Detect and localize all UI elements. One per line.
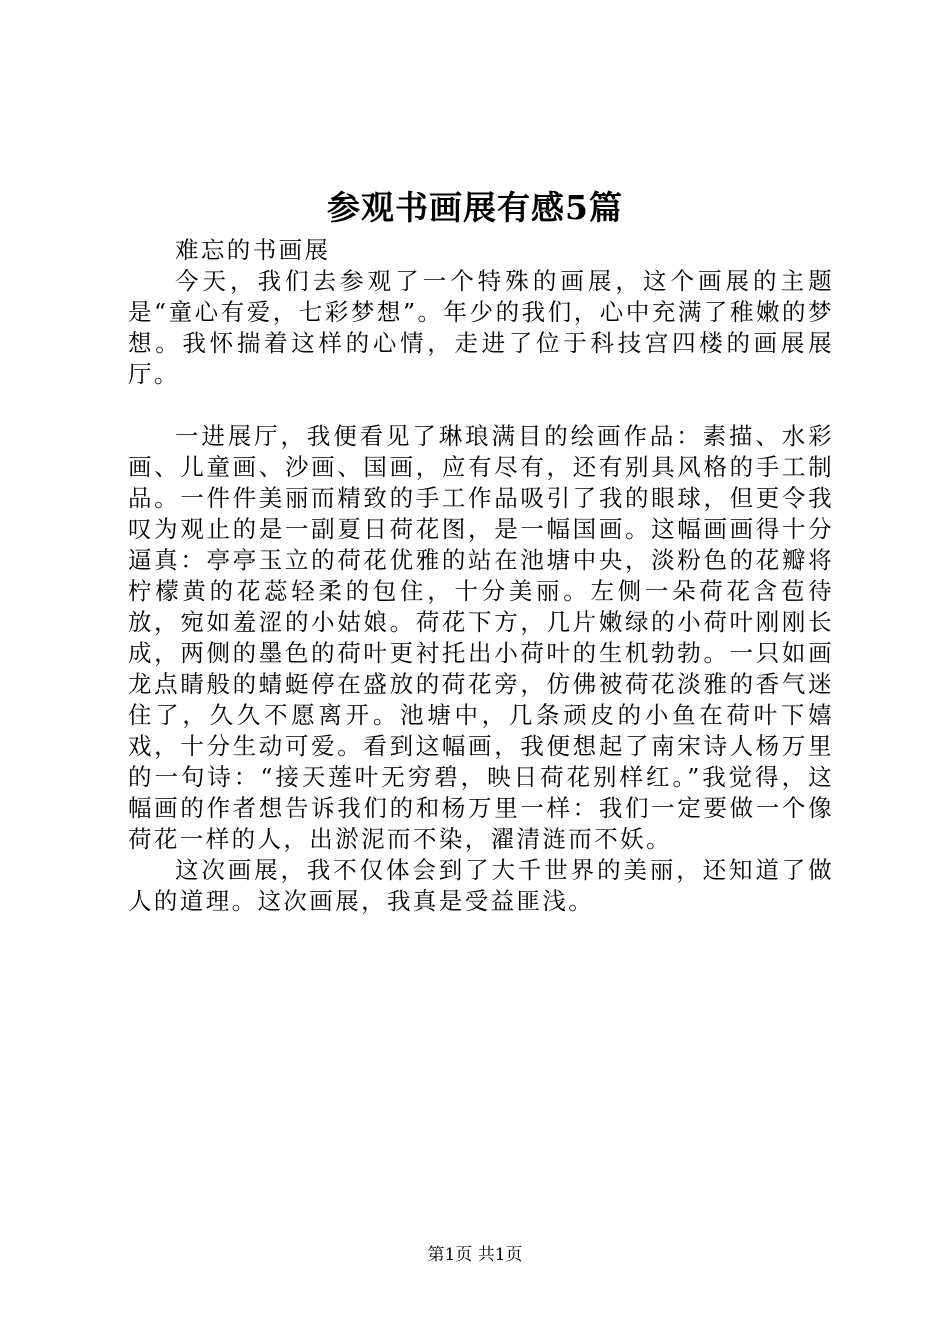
paragraph-spacer [128, 390, 834, 421]
body-paragraph: 这次画展，我不仅体会到了大千世界的美丽，还知道了做人的道理。这次画展，我真是受益匪浅。 [128, 856, 834, 915]
page-footer: 第1页 共1页 [427, 1245, 523, 1265]
document-body [128, 235, 834, 917]
subtitle-paragraph: 难忘的书画展 [175, 236, 331, 264]
body-paragraph: 一进展厅，我便看见了琳琅满目的绘画作品：素描、水彩画、儿童画、沙画、国画，应有尽有，还有别具风格的手工制品。一件件美丽而精致的手工作品吸引了我的眼球，但更令我叹为观止的是一副夏日荷花图，是一幅国画。这幅画画得十分逼真：亭亭玉立的荷花优雅的站在池塘中央，淡粉色的花瓣将柠檬黄的花蕊轻柔的包住，十分美丽。左侧一朵荷花含苞待放，宛如羞涩的小姑娘。荷花下方，几片嫩绿的小荷叶刚刚长成，两侧的墨色的荷叶更衬托出小荷叶的生机勃勃。一只如画龙点睛般的蜻蜓停在盛放的荷花旁，仿佛被荷花淡雅的香气迷住了，久久不愿离开。池塘中，几条顽皮的小鱼在荷叶下嬉戏，十分生动可爱。看到这幅画，我便想起了南宋诗人杨万里的一句诗：“接天莲叶无穷碧，映日荷花别样红。”我觉得，这幅画的作者想告诉我们的和杨万里一样：我们一定要做一个像荷花一样的人，出淤泥而不染，濯清涟而不妖。 [128, 422, 834, 853]
document-title: 参观书画展有感5篇 [327, 188, 623, 227]
body-paragraph: 今天，我们去参观了一个特殊的画展，这个画展的主题是“童心有爱，七彩梦想”。年少的我们，心中充满了稚嫩的梦想。我怀揣着这样的心情，走进了位于科技宫四楼的画展展厅。 [128, 267, 834, 388]
